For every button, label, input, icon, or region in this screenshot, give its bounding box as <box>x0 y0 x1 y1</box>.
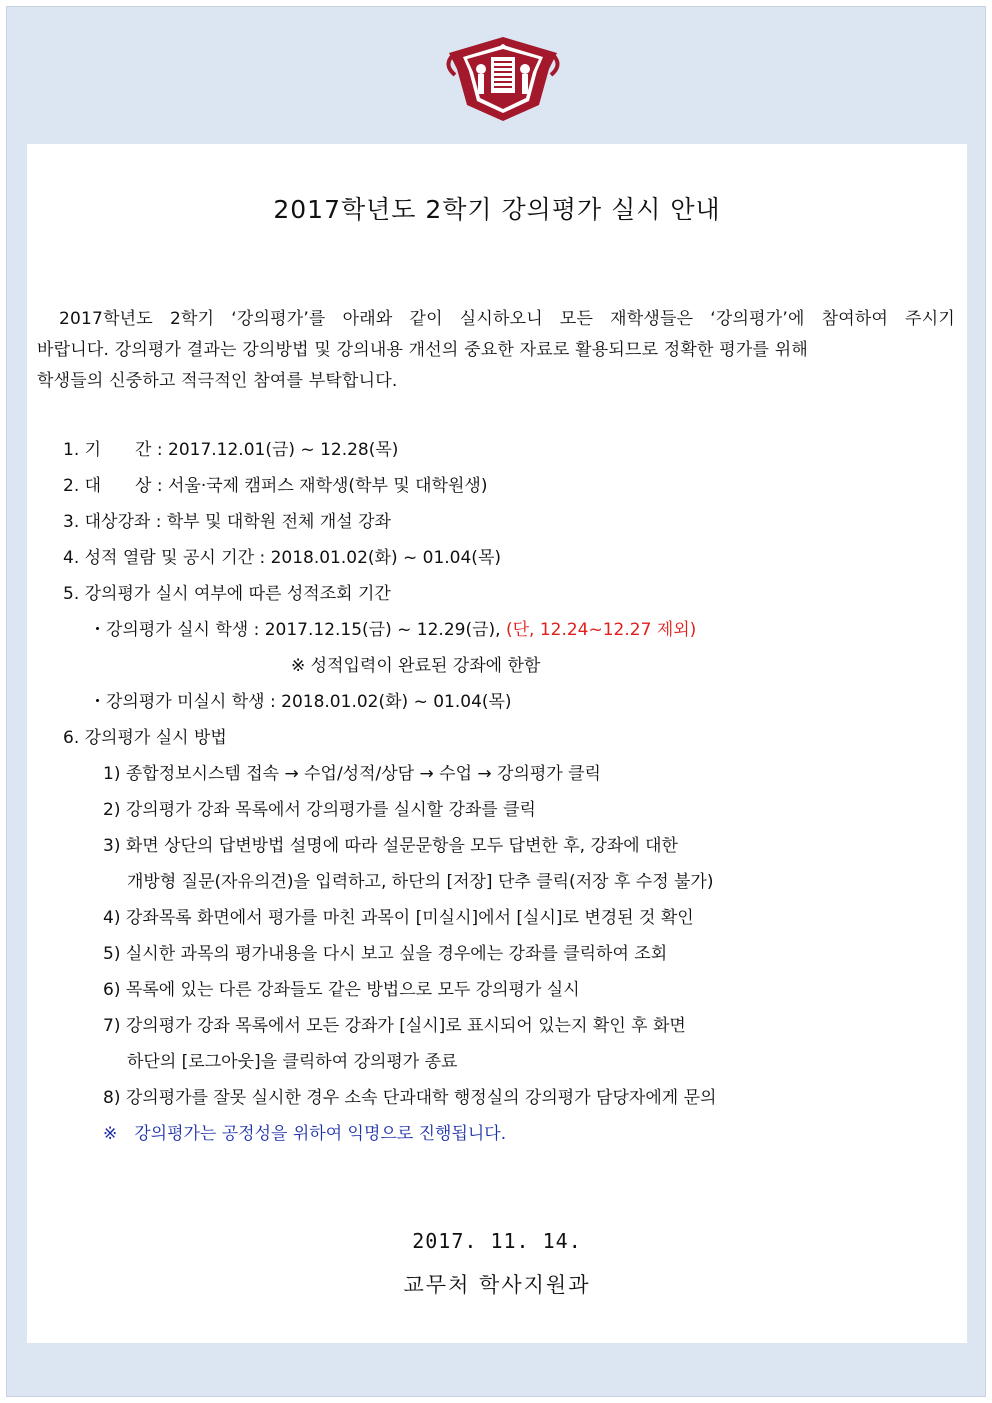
method-step: 8) 강의평가를 잘못 실시한 경우 소속 단과대학 행정실의 강의평가 담당자에게 문의 <box>103 1088 717 1108</box>
document-sheet <box>27 144 967 1343</box>
method-step: 6) 목록에 있는 다른 강좌들도 같은 방법으로 모두 강의평가 실시 <box>103 980 580 1000</box>
intro-paragraph <box>37 304 955 397</box>
intro-line: 학생들의 신중하고 적극적인 참여를 부탁합니다. <box>37 371 398 391</box>
item-inquiry-title: 5. 강의평가 실시 여부에 따른 성적조회 기간 <box>63 584 391 604</box>
issuing-office: 교무처 학사지원과 <box>403 1273 591 1297</box>
method-step: 7) 강의평가 강좌 목록에서 모든 강좌가 [실시]로 표시되어 있는지 확인 후 화면 <box>103 1016 686 1036</box>
method-step-continued: 하단의 [로그아웃]을 클릭하여 강의평가 종료 <box>127 1052 458 1072</box>
notice-items <box>63 432 943 1152</box>
anonymity-notice: ※ 강의평가는 공정성을 위하여 익명으로 진행됩니다. <box>103 1124 507 1144</box>
intro-line: 2017학년도 2학기 ‘강의평가’를 아래와 같이 실시하오니 모든 재학생들은 ‘강의평가’에 참여하여 주시기 <box>59 309 955 329</box>
method-step: 5) 실시한 과목의 평가내용을 다시 보고 싶을 경우에는 강좌를 클릭하여 조회 <box>103 944 668 964</box>
method-step: 3) 화면 상단의 답변방법 설명에 따라 설문문항을 모두 답변한 후, 강좌에 대한 <box>103 836 678 856</box>
item-not-done-students: ・강의평가 미실시 학생 : 2018.01.02(화) ~ 01.04(목) <box>89 692 512 712</box>
done-exception-text: (단, 12.24~12.27 제외) <box>505 620 697 640</box>
item-method-title: 6. 강의평가 실시 방법 <box>63 728 227 748</box>
university-emblem-icon <box>439 35 567 123</box>
item-done-students <box>63 612 943 648</box>
method-step: 4) 강좌목록 화면에서 평가를 마친 과목이 [미실시]에서 [실시]로 변경된 것 확인 <box>103 908 694 928</box>
item-grade-viewing: 4. 성적 열람 및 공시 기간 : 2018.01.02(화) ~ 01.04(목) <box>63 548 501 568</box>
issue-date: 2017. 11. 14. <box>412 1229 582 1253</box>
item-period: 1. 기 간 : 2017.12.01(금) ~ 12.28(목) <box>63 440 399 460</box>
item-done-note: ※ 성적입력이 완료된 강좌에 한함 <box>291 656 541 676</box>
item-courses: 3. 대상강좌 : 학부 및 대학원 전체 개설 강좌 <box>63 512 391 532</box>
done-students-text: ・강의평가 실시 학생 : 2017.12.15(금) ~ 12.29(금), <box>89 620 501 640</box>
document-title: 2017학년도 2학기 강의평가 실시 안내 <box>273 195 721 224</box>
method-step-continued: 개방형 질문(자유의견)을 입력하고, 하단의 [저장] 단추 클릭(저장 후 수정 불가) <box>127 872 714 892</box>
page-frame <box>6 6 986 1397</box>
method-step: 1) 종합정보시스템 접속 → 수업/성적/상담 → 수업 → 강의평가 클릭 <box>103 764 601 784</box>
method-step: 2) 강의평가 강좌 목록에서 강의평가를 실시할 강좌를 클릭 <box>103 800 536 820</box>
intro-line: 바랍니다. 강의평가 결과는 강의방법 및 강의내용 개선의 중요한 자료로 활용되므로 정확한 평가를 위해 <box>37 340 808 360</box>
item-target: 2. 대 상 : 서울·국제 캠퍼스 재학생(학부 및 대학원생) <box>63 476 488 496</box>
